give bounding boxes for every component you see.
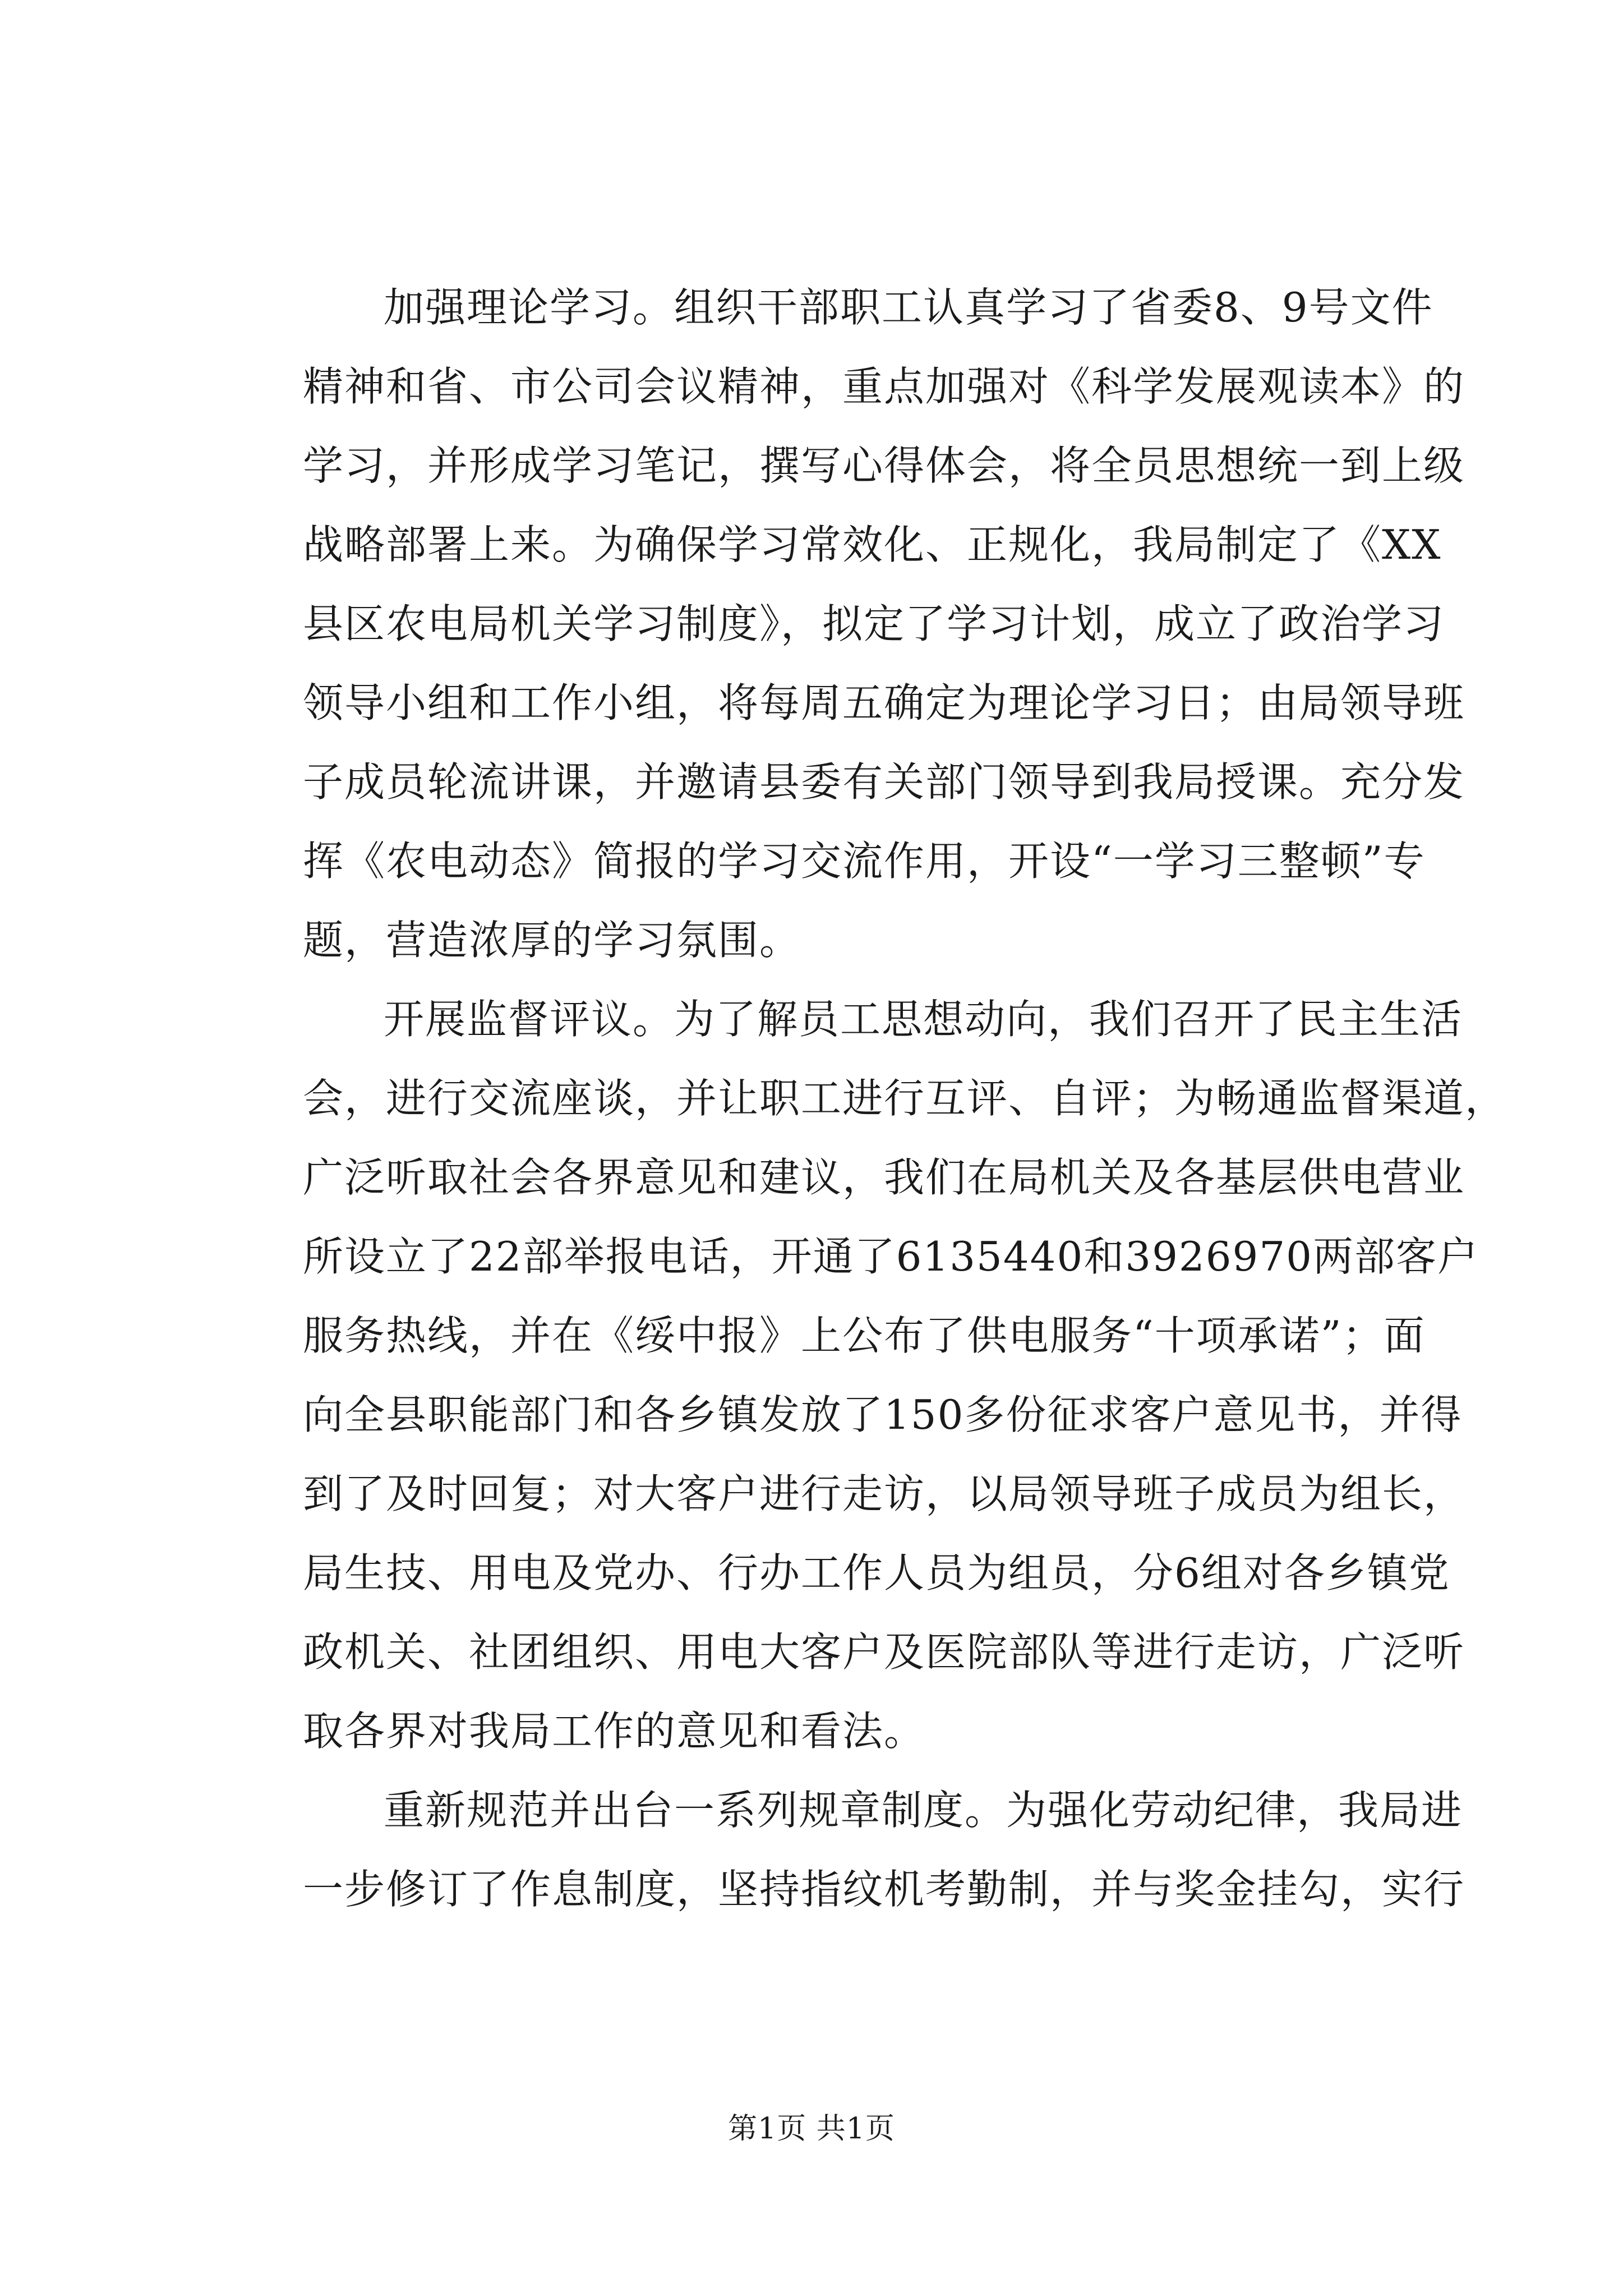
text-line: 领导小组和工作小组，将每周五确定为理论学习日；由局领导班: [303, 679, 1465, 726]
text-line: 战略部署上来。为确保学习常效化、正规化，我局制定了《XX: [303, 521, 1442, 568]
text-line: 重新规范并出台一系列规章制度。为强化劳动纪律，我局进: [384, 1787, 1463, 1834]
text-line: 子成员轮流讲课，并邀请县委有关部门领导到我局授课。充分发: [303, 758, 1465, 806]
text-line: 学习，并形成学习笔记，撰写心得体会，将全员思想统一到上级: [303, 442, 1465, 489]
text-line: 开展监督评议。为了解员工思想动向，我们召开了民主生活: [384, 996, 1463, 1043]
text-line: 局生技、用电及党办、行办工作人员为组员，分6组对各乡镇党: [303, 1549, 1450, 1596]
text-line: 到了及时回复；对大客户进行走访，以局领导班子成员为组长，: [303, 1470, 1465, 1517]
text-line: 精神和省、市公司会议精神，重点加强对《科学发展观读本》的: [303, 363, 1465, 410]
page-number-label: 第1页 共1页: [728, 2112, 895, 2146]
text-line: 所设立了22部举报电话，开通了6135440和3926970两部客户: [303, 1233, 1479, 1280]
text-line: 加强理论学习。组织干部职工认真学习了省委8、9号文件: [384, 284, 1433, 331]
paragraph-regulations: [303, 1771, 1465, 1929]
text-line: 政机关、社团组织、用电大客户及医院部队等进行走访，广泛听: [303, 1628, 1465, 1676]
text-line: 一步修订了作息制度，坚持指纹机考勤制，并与奖金挂勾，实行: [303, 1866, 1465, 1913]
text-line: 题，营造浓厚的学习氛围。: [303, 917, 801, 964]
document-body: [303, 268, 1507, 1929]
text-line: 县区农电局机关学习制度》，拟定了学习计划，成立了政治学习: [303, 600, 1445, 647]
text-line: 取各界对我局工作的意见和看法。: [303, 1708, 926, 1755]
paragraph-theory-study: [303, 268, 1465, 980]
text-line: 挥《农电动态》简报的学习交流作用，开设“一学习三整顿”专: [303, 838, 1426, 885]
paragraph-supervision-review: [303, 980, 1507, 1771]
page-footer: [0, 2109, 1623, 2148]
text-line: 广泛听取社会各界意见和建议，我们在局机关及各基层供电营业: [303, 1154, 1465, 1201]
text-line: 服务热线，并在《绥中报》上公布了供电服务“十项承诺”；面: [303, 1312, 1426, 1359]
text-line: 会，进行交流座谈，并让职工进行互评、自评；为畅通监督渠道，: [303, 1075, 1507, 1122]
text-line: 向全县职能部门和各乡镇发放了150多份征求客户意见书，并得: [303, 1391, 1463, 1438]
